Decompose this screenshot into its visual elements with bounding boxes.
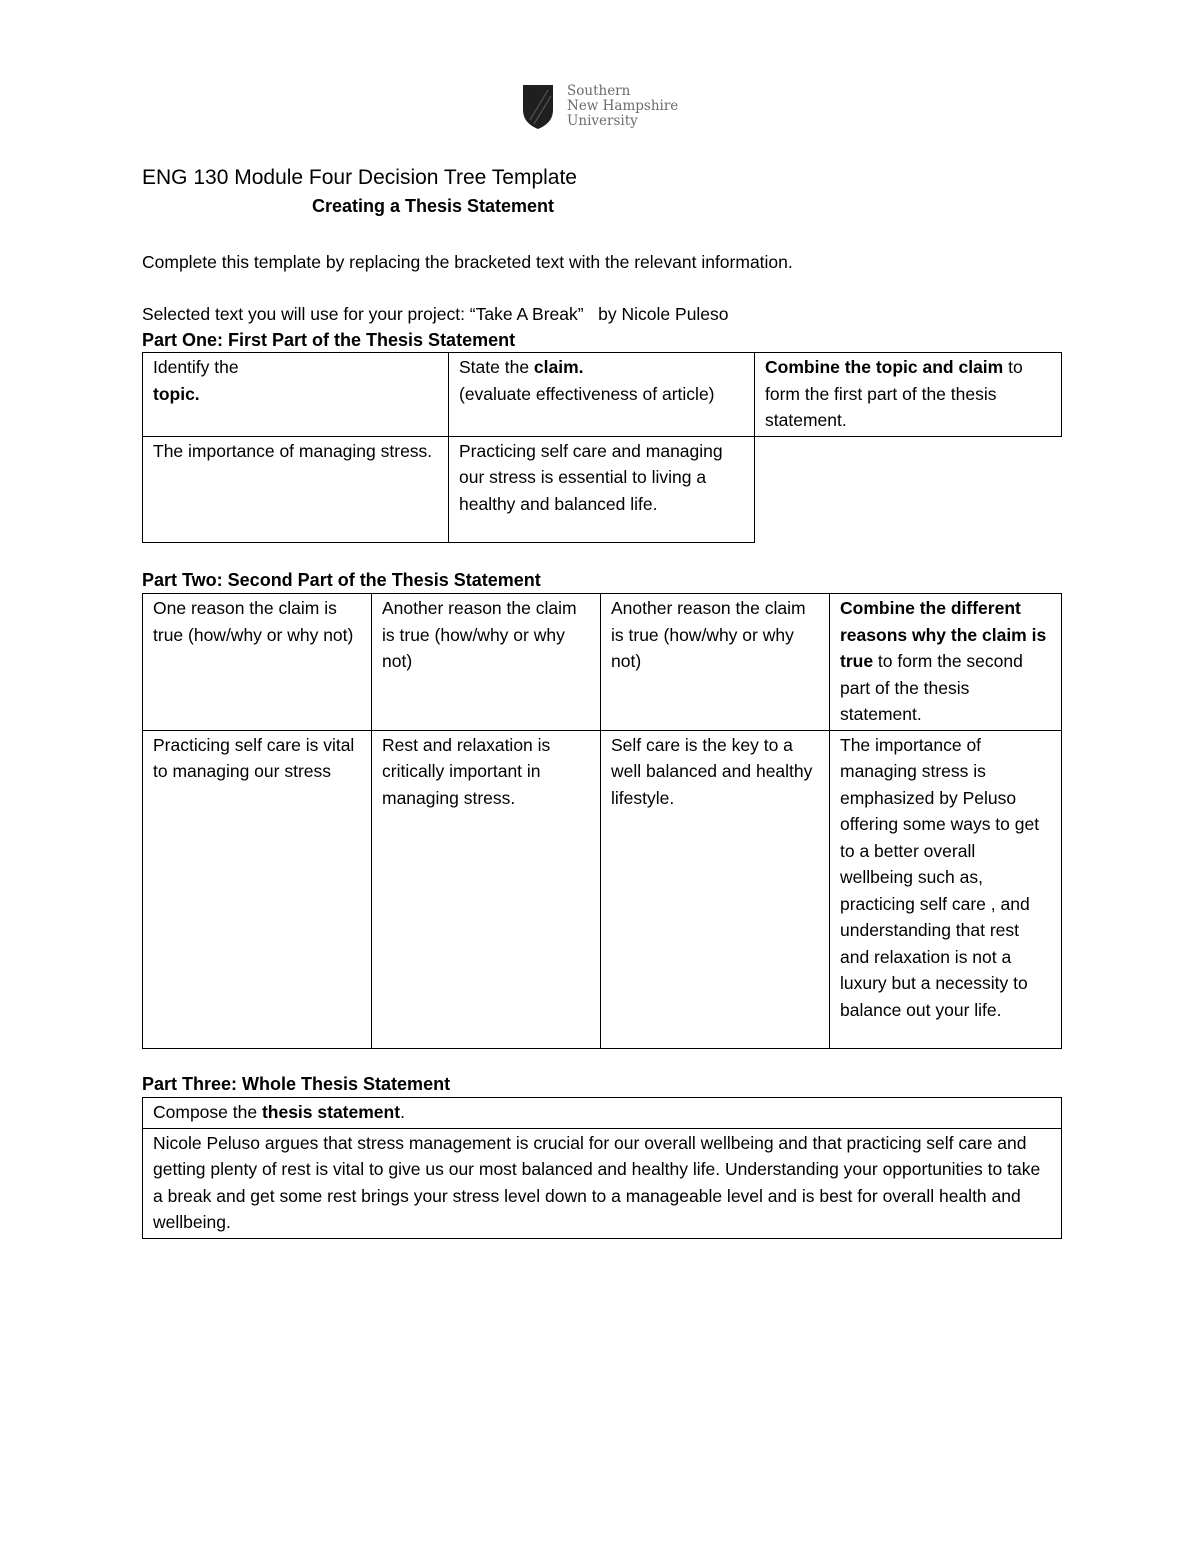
combine-header-text: to form the first part of the thesis statement.	[765, 357, 1023, 430]
part-two-combined-answer: The importance of managing stress is emphasized by Peluso offering some ways to get to a better overall wellbeing such as, practicing self care , and understanding that rest and relaxation is not a luxury but a necessity to balance out your life.	[830, 730, 1062, 1048]
part-one-heading: Part One: First Part of the Thesis Statement	[142, 330, 516, 350]
logo-line-3: University	[567, 113, 638, 129]
part-three-thesis-answer: Nicole Peluso argues that stress management is crucial for our overall wellbeing and that practicing self care and getting plenty of rest is vital to give us our most balanced and healthy life. Understanding your opportunities to take a break and get some rest brings your stress level down to a manageable level and is best for overall health and wellbeing.	[143, 1128, 1062, 1238]
university-logo	[522, 84, 692, 132]
topic-header-bold: topic.	[153, 383, 200, 404]
part-one-answer-row	[143, 436, 1062, 542]
part-one-combine-answer	[755, 436, 1062, 542]
part-one-claim-answer: Practicing self care and managing our stress is essential to living a healthy and balanced life.	[449, 436, 755, 542]
part-three-table	[142, 1097, 1062, 1239]
part-one-topic-answer: The importance of managing stress.	[143, 436, 449, 542]
part-three-heading: Part Three: Whole Thesis Statement	[142, 1074, 451, 1094]
part-one-combine-header	[755, 353, 1062, 437]
part-one-table	[142, 352, 1062, 543]
part-three-header	[143, 1098, 1062, 1129]
part-three-header-row	[143, 1098, 1062, 1129]
instructions-text: Complete this template by replacing the bracketed text with the relevant information.	[142, 252, 793, 272]
part-two-combine-header	[830, 594, 1062, 731]
part-two-reason2-header: Another reason the claim is true (how/why or why not)	[372, 594, 601, 731]
part-one-claim-header	[449, 353, 755, 437]
thesis-header-bold: thesis statement	[261, 1102, 401, 1122]
part-one-header-row	[143, 353, 1062, 437]
thesis-header-text: Compose the	[153, 1102, 262, 1122]
part-two-reason3-answer: Self care is the key to a well balanced and healthy lifestyle.	[601, 730, 830, 1048]
logo-line-2: New Hampshire	[567, 98, 679, 114]
part-two-reason1-header: One reason the claim is true (how/why or why not)	[143, 594, 372, 731]
part-two-answer-row	[143, 730, 1062, 1048]
claim-header-note: (evaluate effectiveness of article)	[459, 383, 715, 404]
part-two-heading: Part Two: Second Part of the Thesis Statement	[142, 570, 541, 590]
part-three-answer-row	[143, 1128, 1062, 1238]
selected-text-line: Selected text you will use for your project: “Take A Break” by Nicole Puleso	[142, 304, 729, 324]
claim-header-bold: claim.	[533, 357, 584, 377]
document-title: ENG 130 Module Four Decision Tree Template	[142, 166, 577, 189]
shield-icon	[522, 84, 554, 130]
part-two-table	[142, 593, 1062, 1049]
claim-header-text: State the	[459, 357, 534, 377]
part-two-header-row	[143, 594, 1062, 731]
logo-line-1: Southern	[567, 83, 631, 99]
combine-reasons-text: to form the second part of the thesis statement.	[840, 651, 1023, 724]
part-one-topic-header	[143, 353, 449, 437]
logo-wordmark	[567, 84, 678, 129]
thesis-header-period: .	[400, 1102, 405, 1122]
combine-header-bold: Combine the topic and claim	[765, 357, 1004, 377]
combine-reasons-bold: Combine the different reasons why the claim is true	[840, 598, 1047, 671]
topic-header-text: Identify the	[153, 357, 239, 377]
part-two-reason1-answer: Practicing self care is vital to managing our stress	[143, 730, 372, 1048]
part-two-reason2-answer: Rest and relaxation is critically important in managing stress.	[372, 730, 601, 1048]
part-two-reason3-header: Another reason the claim is true (how/why or why not)	[601, 594, 830, 731]
document-subtitle: Creating a Thesis Statement	[311, 196, 555, 216]
